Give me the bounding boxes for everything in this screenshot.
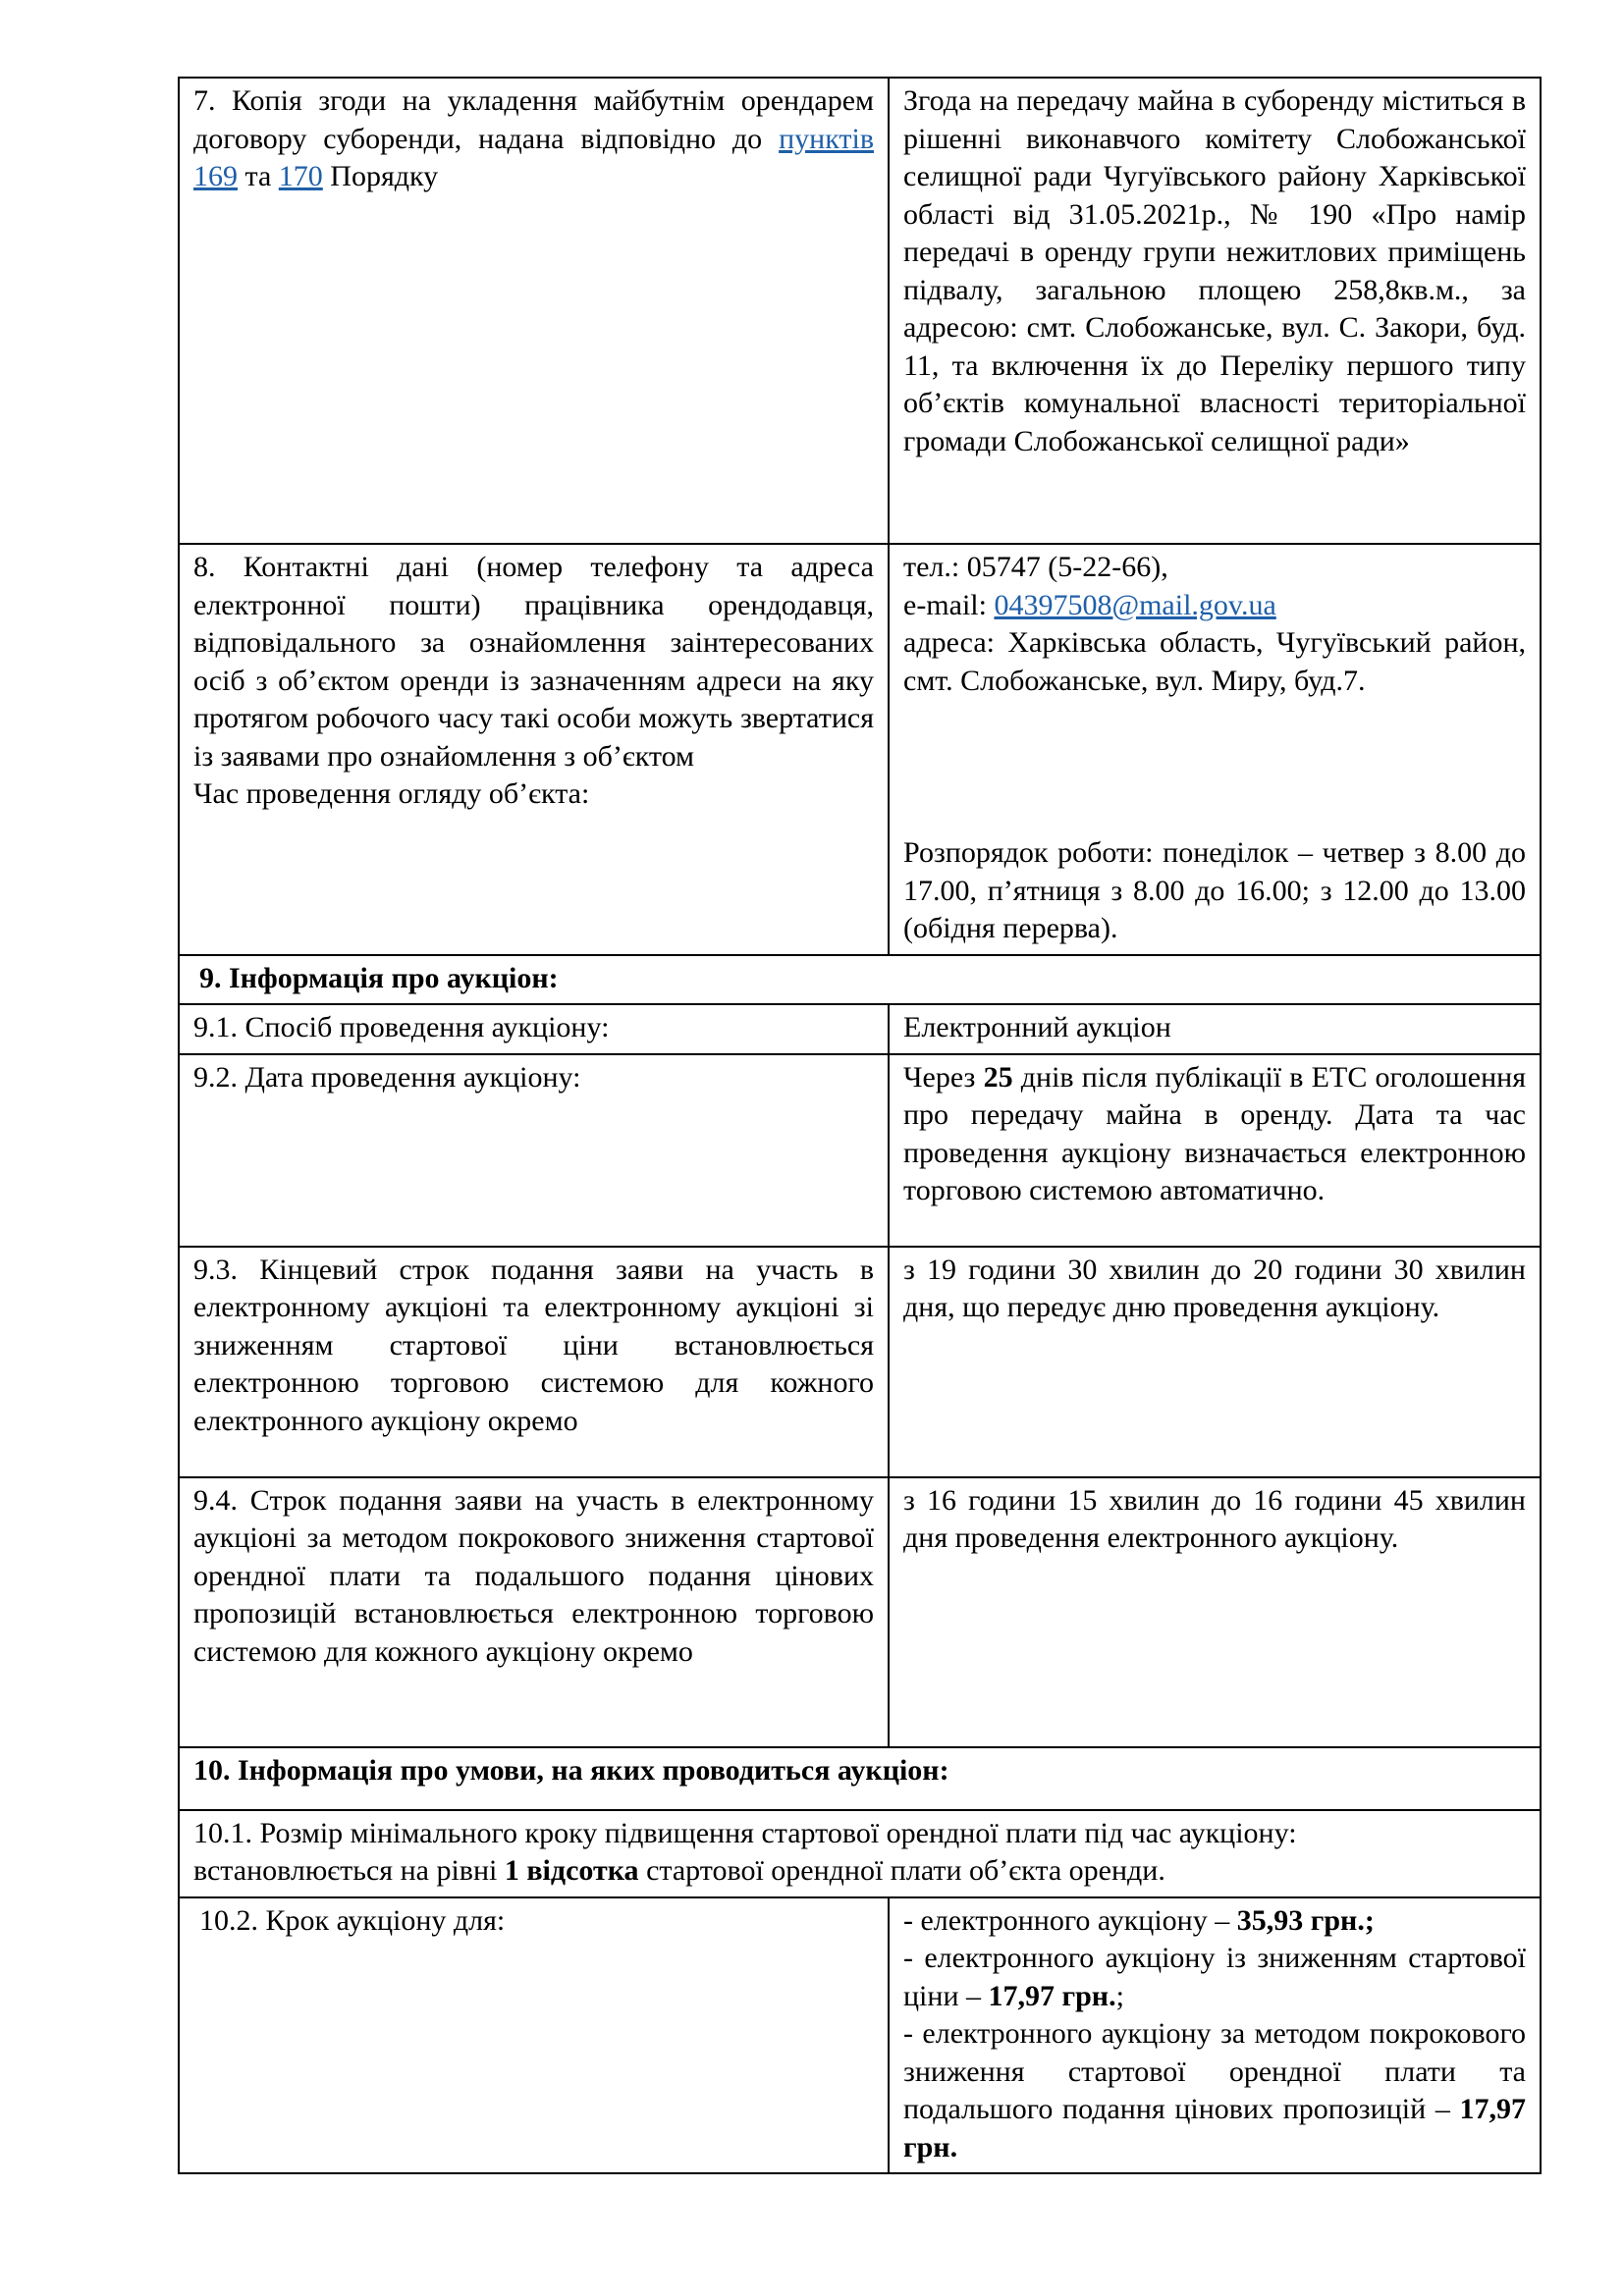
row-9-2-days: 25 <box>983 1060 1013 1094</box>
row-10-2-left: 10.2. Крок аукціону для: <box>179 1897 889 2174</box>
row-9-1-left: 9.1. Спосіб проведення аукціону: <box>179 1004 889 1054</box>
row-8-left-cell <box>179 544 889 955</box>
row-7-right-cell <box>889 78 1541 544</box>
row-9-4-right: з 16 години 15 хвилин до 16 години 45 хвилин дня проведення електронного аукціону. <box>889 1477 1541 1747</box>
row-8-right-cell <box>889 544 1541 955</box>
contact-address: адреса: Харківська область, Чугуївський район, смт. Слобожанське, вул. Миру, буд.7. <box>903 626 1526 697</box>
step-item-1-amount: 35,93 грн.; <box>1236 1903 1375 1937</box>
row-8-inspection-label: Час проведення огляду об’єкта: <box>193 777 590 810</box>
row-10-1-post: стартової орендної плати об’єкта оренди. <box>646 1854 1165 1887</box>
link-points-169[interactable]: пунктів 169 <box>193 122 874 192</box>
link-point-170[interactable]: 170 <box>278 160 323 192</box>
row-9-2-right-pre: Через <box>903 1060 976 1094</box>
row-10-1-pre: встановлюється на рівні <box>193 1854 498 1887</box>
row-9-3 <box>179 1247 1541 1477</box>
row-8-left-text: 8. Контактні дані (номер телефону та адреса електронної пошти) працівника орендодавця, відповідального за ознайомлення заінтересованих осіб з об’єктом оренди із зазначенням адреси на яку протягом робочого часу такі особи можуть звертатися із заявами про ознайомлення з об’єктом <box>193 551 874 773</box>
row-8 <box>179 544 1541 955</box>
section-10-title: 10. Інформація про умови, на яких проводиться аукціон: <box>179 1747 1541 1810</box>
section-9-header-row <box>179 955 1541 1005</box>
row-9-2-right <box>889 1054 1541 1247</box>
row-7-left-tail: Порядку <box>330 160 439 192</box>
work-schedule: Розпорядок роботи: понеділок – четвер з 8.00 до 17.00, п’ятниця з 8.00 до 16.00; з 12.00 до 13.00 (обідня перерва). <box>903 836 1526 944</box>
document-table <box>178 77 1542 2174</box>
row-9-1 <box>179 1004 1541 1054</box>
step-item-3 <box>903 2015 1526 2166</box>
row-10-2 <box>179 1897 1541 2174</box>
row-9-4-left: 9.4. Строк подання заяви на участь в електронному аукціоні за методом покрокового зниження стартової орендної плати та подальшого подання цінових пропозицій встановлюється електронною торговою системою для кожного аукціону окремо <box>179 1477 889 1747</box>
step-item-3-text: - електронного аукціону за методом покрокового зниження стартової орендної плати та подальшого подання цінових пропозицій – <box>903 2017 1526 2125</box>
email-label: e-mail: <box>903 588 987 621</box>
row-7 <box>179 78 1541 544</box>
row-9-2 <box>179 1054 1541 1247</box>
row-9-3-left: 9.3. Кінцевий строк подання заяви на участь в електронному аукціоні та електронному аукціоні зі зниженням стартової ціни встановлюється електронною торговою системою для кожного електронного аукціону окремо <box>179 1247 889 1477</box>
row-10-1-percent: 1 відсотка <box>504 1854 639 1887</box>
step-item-1 <box>903 1902 1526 1941</box>
step-item-1-text: - електронного аукціону – <box>903 1903 1230 1937</box>
step-item-3-amount: 17,97 грн. <box>903 2093 1526 2163</box>
row-7-left-cell <box>179 78 889 544</box>
row-7-conj: та <box>244 160 272 192</box>
contact-phone: тел.: 05747 (5-22-66), <box>903 551 1168 583</box>
section-10-header-row <box>179 1747 1541 1810</box>
row-10-1-cell <box>179 1810 1541 1897</box>
row-9-1-right: Електронний аукціон <box>889 1004 1541 1054</box>
row-9-4 <box>179 1477 1541 1747</box>
step-item-2-amount: 17,97 грн. <box>988 1979 1116 2012</box>
row-10-1 <box>179 1810 1541 1897</box>
row-7-left-text: 7. Копія згоди на укладення майбутнім орендарем договору суборенди, надана відповідно до <box>193 84 874 155</box>
row-9-2-left: 9.2. Дата проведення аукціону: <box>179 1054 889 1247</box>
row-10-1-line1: 10.1. Розмір мінімального кроку підвищення стартової орендної плати під час аукціону: <box>193 1816 1297 1849</box>
row-9-2-right-post: днів після публікації в ЕТС оголошення про передачу майна в оренду. Дата та час проведення аукціону визначається електронною торговою системою автоматично. <box>903 1060 1526 1206</box>
step-item-2 <box>903 1940 1526 2015</box>
row-10-2-right <box>889 1897 1541 2174</box>
row-9-3-right: з 19 години 30 хвилин до 20 години 30 хвилин дня, що передує дню проведення аукціону. <box>889 1247 1541 1477</box>
row-10-1-line2 <box>193 1852 1526 1891</box>
step-item-2-text: - електронного аукціону із зниженням стартової ціни – <box>903 1942 1526 2012</box>
section-9-title: 9. Інформація про аукціон: <box>179 955 1541 1005</box>
contact-email-line <box>903 587 1526 625</box>
row-7-right-text: Згода на передачу майна в суборенду міститься в рішенні виконавчого комітету Слобожанської селищної ради Чугуївського району Харківської області від 31.05.2021р., № 190 «Про намір передачі в оренду групи нежитлових приміщень підвалу, загальною площею 258,8кв.м., за адресою: смт. Слобожанське, вул. С. Закори, буд. 11, та включення їх до Переліку першого типу об’єктів комунальної власності територіальної громади Слобожанської селищної ради» <box>903 84 1526 457</box>
contact-email-link[interactable]: 04397508@mail.gov.ua <box>994 588 1276 621</box>
step-item-2-tail: ; <box>1115 1979 1124 2012</box>
